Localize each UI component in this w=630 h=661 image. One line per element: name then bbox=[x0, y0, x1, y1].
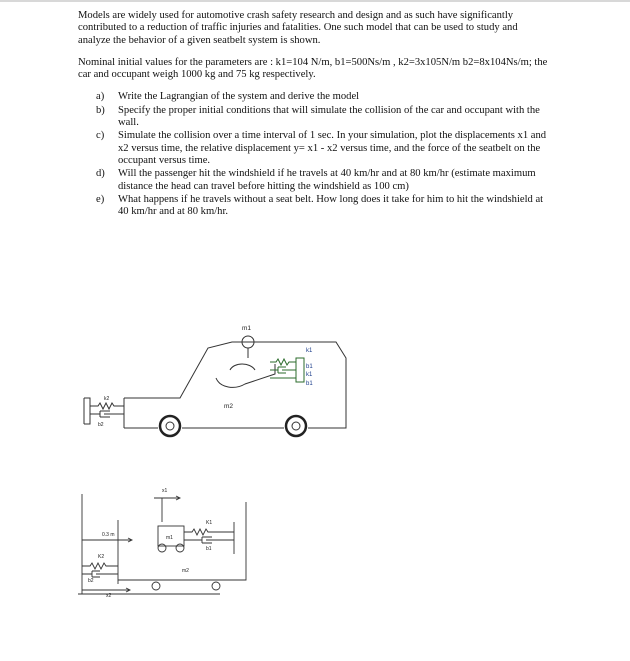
question-item bbox=[96, 105, 548, 130]
question-label: d) bbox=[96, 168, 105, 180]
label-b1: b1 bbox=[206, 546, 212, 552]
lumped-model-diagram bbox=[70, 482, 270, 597]
question-item bbox=[96, 194, 548, 219]
wall-block bbox=[84, 398, 90, 424]
nominal-values-paragraph: Nominal initial values for the parameters are : k1=104 N/m, b1=500Ns/m , k2=3x105N/m b2=8x104Ns/m; the car and occupant weigh 1000 kg and 75 kg respectively. bbox=[78, 56, 548, 81]
car-body bbox=[124, 342, 346, 428]
front-wheel bbox=[160, 416, 180, 436]
problem-text bbox=[78, 10, 548, 219]
occupant-torso bbox=[230, 364, 255, 370]
question-item bbox=[96, 91, 548, 103]
label-k2: k2 bbox=[104, 396, 110, 402]
question-label: a) bbox=[96, 91, 105, 103]
question-label: c) bbox=[96, 130, 105, 142]
label-k1-top: k1 bbox=[306, 348, 313, 354]
intro-paragraph: Models are widely used for automotive crash safety research and design and as such have significantly contributed to a reduction of traffic injuries and fatalities. One such model that can be used to study and analyze the behavior of a given seatbelt system is shown. bbox=[78, 10, 518, 46]
k1-spring bbox=[184, 529, 234, 535]
k2-spring bbox=[90, 403, 124, 409]
label-m2: m2 bbox=[182, 568, 189, 574]
question-item bbox=[96, 130, 548, 167]
question-label: b) bbox=[96, 104, 105, 116]
label-x2: x2 bbox=[106, 593, 112, 597]
b2-damper bbox=[90, 411, 124, 417]
question-text: Specify the proper initial conditions that will simulate the collision of the car and occupant with the wall. bbox=[118, 104, 540, 129]
k2-spring bbox=[82, 563, 118, 569]
seat-outline bbox=[216, 364, 275, 387]
label-k1-bottom: k1 bbox=[306, 372, 313, 378]
label-b1-bottom: b1 bbox=[306, 381, 313, 387]
label-x1: x1 bbox=[162, 488, 168, 494]
page-top-edge bbox=[0, 0, 630, 2]
rear-wheel bbox=[286, 416, 306, 436]
question-text: Simulate the collision over a time interval of 1 sec. In your simulation, plot the displacements x1 and x2 versus time, the relative displacement y= x1 - x2 versus time, and the force of the seatbelt on the occupant versus time. bbox=[118, 130, 547, 166]
question-text: Write the Lagrangian of the system and derive the model bbox=[118, 91, 360, 103]
label-m2: m2 bbox=[224, 403, 234, 410]
label-m1: m1 bbox=[166, 535, 173, 541]
question-list bbox=[78, 91, 548, 218]
label-k2: K2 bbox=[98, 554, 105, 560]
question-item bbox=[96, 168, 548, 193]
b2-damper bbox=[82, 571, 118, 577]
b1-damper bbox=[184, 537, 234, 543]
k1-spring-top bbox=[270, 359, 296, 365]
label-dist: 0.3 m bbox=[102, 532, 115, 538]
question-label: e) bbox=[96, 193, 105, 205]
b1-damper-top bbox=[270, 367, 296, 373]
label-m1: m1 bbox=[242, 325, 252, 332]
car-occupant-diagram bbox=[70, 318, 370, 443]
question-text: What happens if he travels without a seat belt. How long does it take for him to hit the windshield at 40 km/hr and at 80 km/hr. bbox=[118, 193, 544, 218]
question-text: Will the passenger hit the windshield if he travels at 40 km/hr and at 80 km/hr (estimate maximum distance the head can travel before hitting the windshield as 100 cm) bbox=[118, 168, 536, 192]
seatbelt-anchor bbox=[296, 358, 304, 382]
label-k1: K1 bbox=[206, 520, 213, 526]
label-b1-top: b1 bbox=[306, 364, 313, 370]
label-b2: b2 bbox=[88, 578, 94, 584]
label-b2: b2 bbox=[98, 422, 104, 428]
